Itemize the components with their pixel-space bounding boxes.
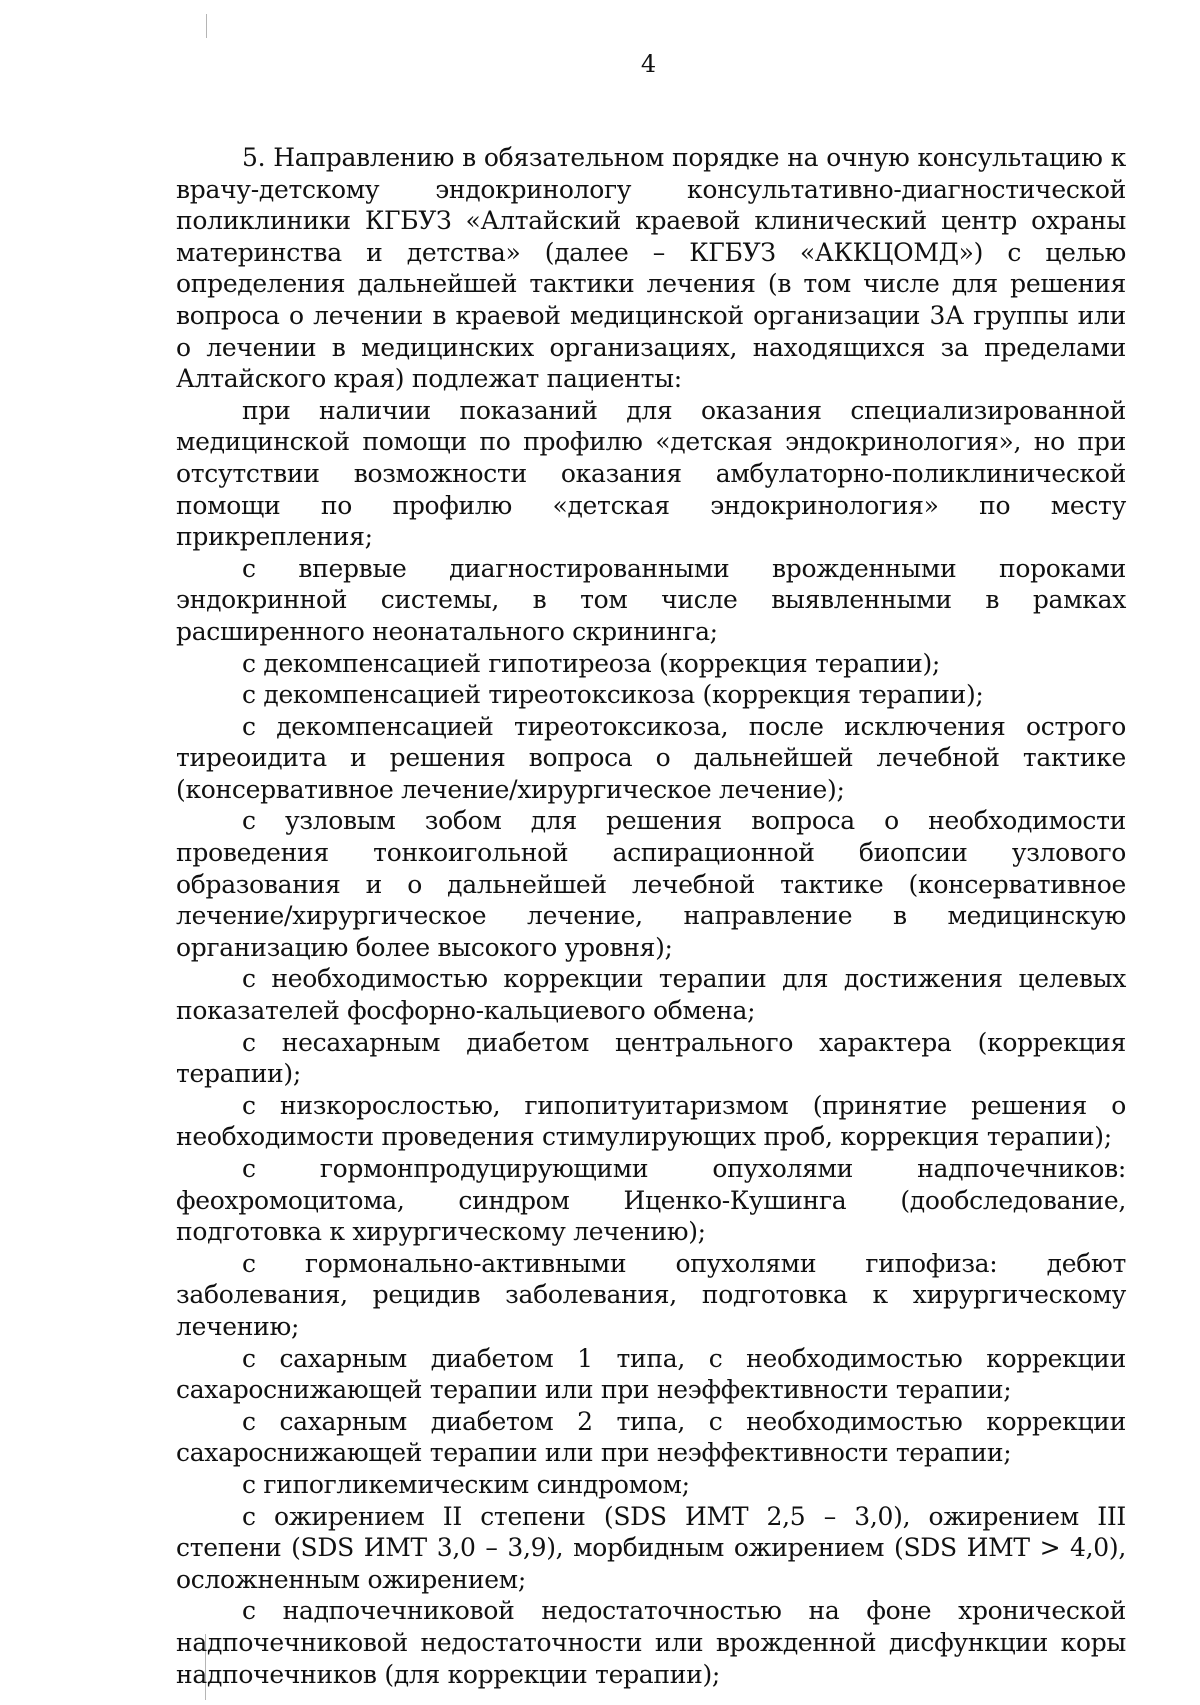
list-item: с ожирением II степени (SDS ИМТ 2,5 – 3,0), ожирением III степени (SDS ИМТ 3,0 – 3,9), морбидным ожирением (SDS ИМТ > 4,0), осложненным ожирением; (176, 1501, 1126, 1594)
list-item: с декомпенсацией гипотиреоза (коррекция терапии); (242, 648, 941, 678)
list-item: с декомпенсацией тиреотоксикоза (коррекция терапии); (242, 680, 984, 710)
scan-artifact (206, 14, 207, 38)
list-item: с гормонально-активными опухолями гипофиза: дебют заболевания, рецидив заболевания, подготовка к хирургическому лечению; (176, 1248, 1126, 1341)
list-item: с надпочечниковой недостаточностью на фоне хронической надпочечниковой недостаточности или врожденной дисфункции коры надпочечников (для коррекции терапии); (176, 1596, 1126, 1689)
list-item: с впервые диагностированными врожденными пороками эндокринной системы, в том числе выявленными в рамках расширенного неонатального скрининга; (176, 553, 1126, 646)
paragraph: 5. Направлению в обязательном порядке на очную консультацию к врачу-детскому эндокринологу консультативно-диагностической поликлиники КГБУЗ «Алтайский краевой клинический центр охраны материнства и детства» (далее – КГБУЗ «АККЦОМД») с целью определения дальнейшей тактики лечения (в том числе для решения вопроса о лечении в краевой медицинской организации 3А группы или о лечении в медицинских организациях, находящихся за пределами Алтайского края) подлежат пациенты: (176, 143, 1126, 394)
page-number: 4 (640, 50, 657, 78)
list-item: при наличии показаний для оказания специализированной медицинской помощи по профилю «детская эндокринология», но при отсутствии возможности оказания амбулаторно-поликлинической помощи по профилю «детская эндокринология» по месту прикрепления; (176, 395, 1126, 552)
list-item: с гормонпродуцирующими опухолями надпочечников: феохромоцитома, синдром Иценко-Кушинга (дообследование, подготовка к хирургическому лечению); (176, 1154, 1126, 1247)
list-item: с сахарным диабетом 2 типа, с необходимостью коррекции сахароснижающей терапии или при неэффективности терапии; (176, 1406, 1126, 1468)
list-item: с узловым зобом для решения вопроса о необходимости проведения тонкоигольной аспирационной биопсии узлового образования и о дальнейшей лечебной тактике (консервативное лечение/хирургическое лечение, направление в медицинскую организацию более высокого уровня); (176, 806, 1126, 962)
list-item: с декомпенсацией тиреотоксикоза, после исключения острого тиреоидита и решения вопроса о дальнейшей лечебной тактике (консервативное лечение/хирургическое лечение); (176, 711, 1126, 804)
list-item: с сахарным диабетом 1 типа, с необходимостью коррекции сахароснижающей терапии или при неэффективности терапии; (176, 1343, 1126, 1405)
document-body (176, 142, 1126, 1690)
list-item: с гипогликемическим синдромом; (242, 1469, 690, 1499)
list-item: с необходимостью коррекции терапии для достижения целевых показателей фосфорно-кальциевого обмена; (176, 964, 1126, 1026)
list-item: с несахарным диабетом центрального характера (коррекция терапии); (176, 1027, 1126, 1089)
list-item: с низкорослостью, гипопитуитаризмом (принятие решения о необходимости проведения стимулирующих проб, коррекция терапии); (176, 1090, 1126, 1152)
